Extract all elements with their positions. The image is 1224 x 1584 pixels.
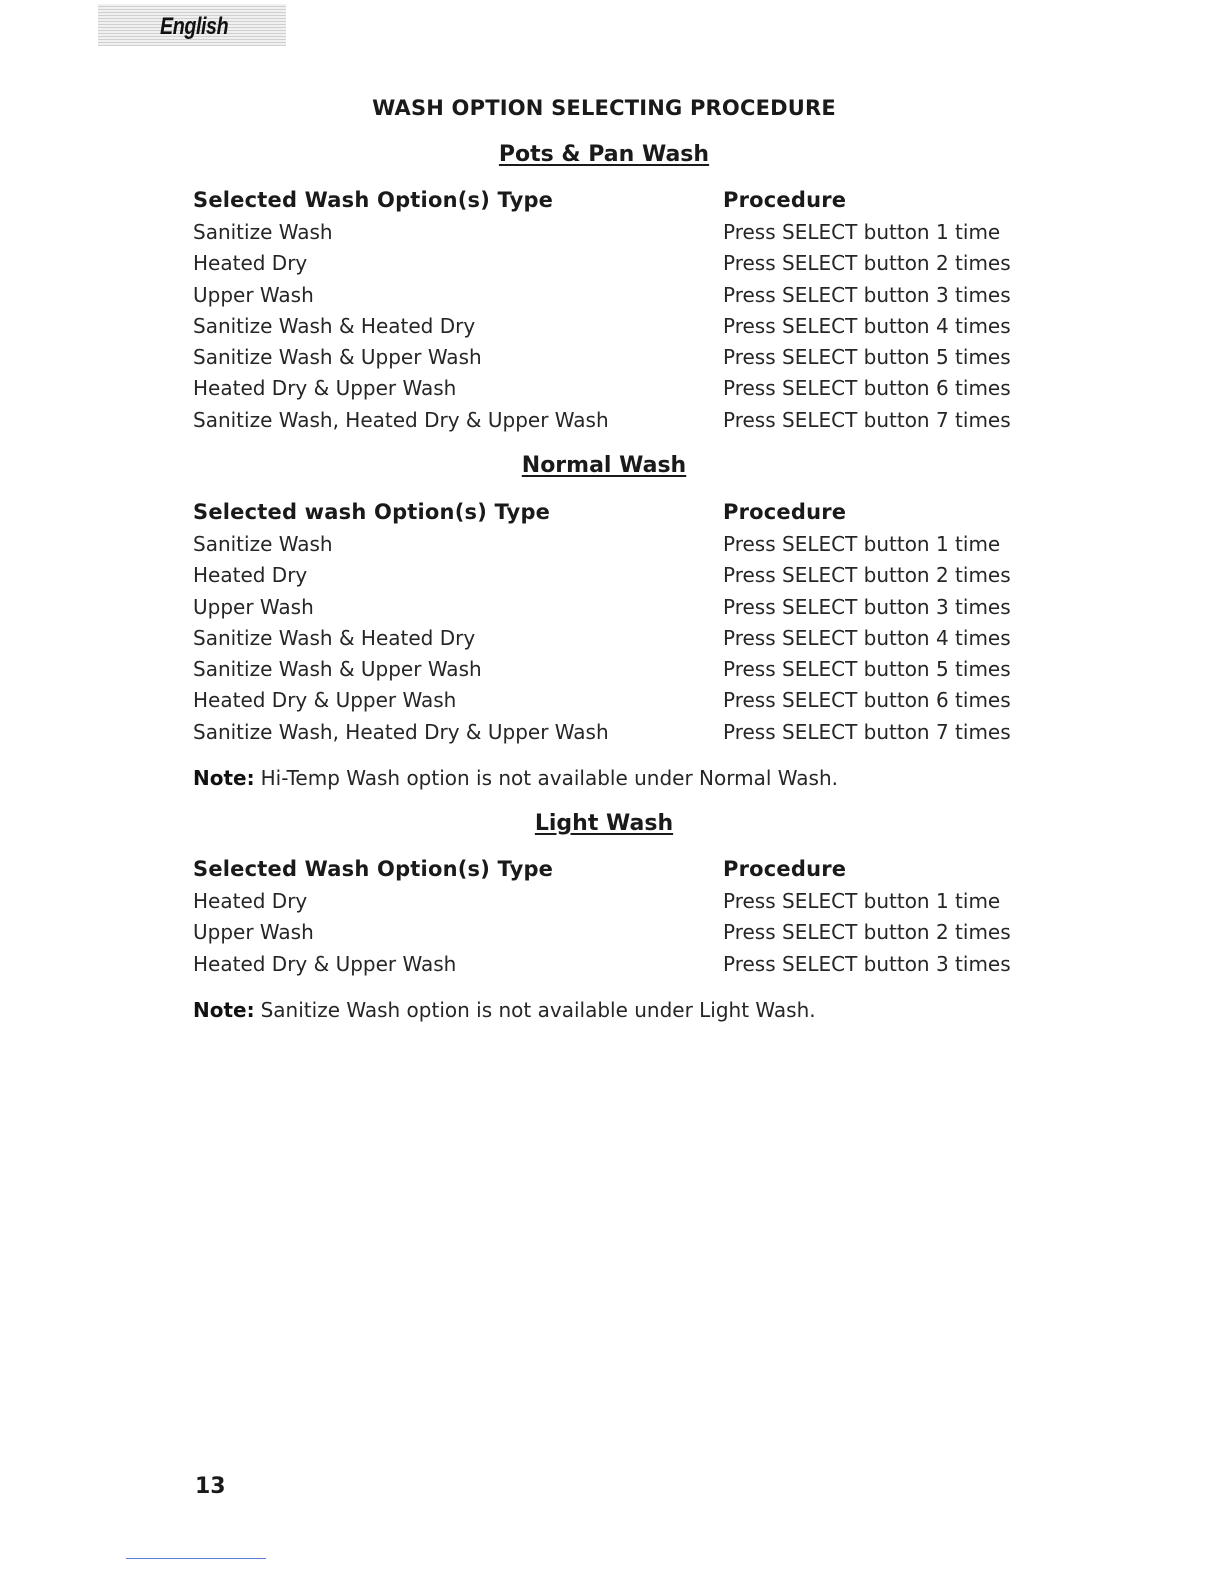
table-row [193,408,1013,439]
footer-divider [126,1558,266,1559]
table-row [193,345,1013,376]
option-cell: Heated Dry [193,251,308,276]
procedure-cell: Press SELECT button 3 times [723,594,1011,619]
procedure-cell: Press SELECT button 4 times [723,313,1011,338]
section-title-normal-wash: Normal Wash [521,453,687,478]
option-cell: Heated Dry & Upper Wash [193,951,457,976]
table-row [193,952,1013,983]
option-cell: Heated Dry & Upper Wash [193,688,457,713]
table-row [193,688,1013,719]
table-header [193,188,1013,220]
option-cell: Sanitize Wash [193,532,333,556]
procedure-cell: Press SELECT button 1 time [723,220,1001,244]
table-row [193,532,1013,563]
table-row [193,595,1013,626]
table-row [193,626,1013,657]
procedure-cell: Press SELECT button 7 times [723,719,1011,744]
option-cell: Sanitize Wash, Heated Dry & Upper Wash [193,719,609,744]
option-cell: Sanitize Wash & Upper Wash [193,345,482,370]
note-light-wash [193,998,816,1022]
column-header-procedure: Procedure [723,500,847,524]
option-cell: Sanitize Wash, Heated Dry & Upper Wash [193,407,609,432]
note-label: Note: [193,766,255,790]
column-header-option: Selected Wash Option(s) Type [193,188,554,212]
procedure-cell: Press SELECT button 3 times [723,951,1011,976]
section-title-pots-pan-wash: Pots & Pan Wash [498,142,710,167]
option-cell: Upper Wash [193,282,314,307]
language-label: English [160,13,229,40]
table-row [193,563,1013,594]
pots-pan-wash-table [193,188,1013,439]
table-row [193,220,1013,251]
option-cell: Upper Wash [193,920,314,945]
procedure-cell: Press SELECT button 6 times [723,376,1011,401]
table-row [193,283,1013,314]
section-title-light-wash: Light Wash [534,811,674,836]
procedure-cell: Press SELECT button 2 times [723,920,1011,945]
column-header-procedure: Procedure [723,857,847,881]
note-normal-wash [193,766,838,790]
option-cell: Upper Wash [193,594,314,619]
procedure-cell: Press SELECT button 1 time [723,889,1001,913]
option-cell: Sanitize Wash & Heated Dry [193,625,476,650]
table-row [193,720,1013,751]
note-text: Hi-Temp Wash option is not available under Normal Wash. [260,766,838,790]
option-cell: Heated Dry & Upper Wash [193,376,457,401]
table-row [193,251,1013,282]
table-header [193,857,1013,889]
note-text: Sanitize Wash option is not available under Light Wash. [260,998,816,1022]
option-cell: Sanitize Wash [193,220,333,244]
table-row [193,376,1013,407]
option-cell: Sanitize Wash & Heated Dry [193,313,476,338]
procedure-cell: Press SELECT button 3 times [723,282,1011,307]
procedure-cell: Press SELECT button 4 times [723,625,1011,650]
column-header-option: Selected wash Option(s) Type [193,500,551,524]
note-label: Note: [193,998,255,1022]
procedure-cell: Press SELECT button 7 times [723,407,1011,432]
option-cell: Sanitize Wash & Upper Wash [193,657,482,682]
column-header-option: Selected Wash Option(s) Type [193,857,554,881]
normal-wash-table [193,500,1013,751]
procedure-cell: Press SELECT button 5 times [723,345,1011,370]
light-wash-table [193,857,1013,983]
table-row [193,314,1013,345]
table-row [193,889,1013,920]
option-cell: Heated Dry [193,563,308,588]
language-tab [98,4,286,46]
page-title: WASH OPTION SELECTING PROCEDURE [372,96,836,120]
procedure-cell: Press SELECT button 2 times [723,563,1011,588]
procedure-cell: Press SELECT button 6 times [723,688,1011,713]
table-row [193,920,1013,951]
procedure-cell: Press SELECT button 1 time [723,532,1001,556]
procedure-cell: Press SELECT button 5 times [723,657,1011,682]
option-cell: Heated Dry [193,889,308,913]
page-number: 13 [195,1474,226,1499]
column-header-procedure: Procedure [723,188,847,212]
procedure-cell: Press SELECT button 2 times [723,251,1011,276]
table-row [193,657,1013,688]
table-header [193,500,1013,532]
